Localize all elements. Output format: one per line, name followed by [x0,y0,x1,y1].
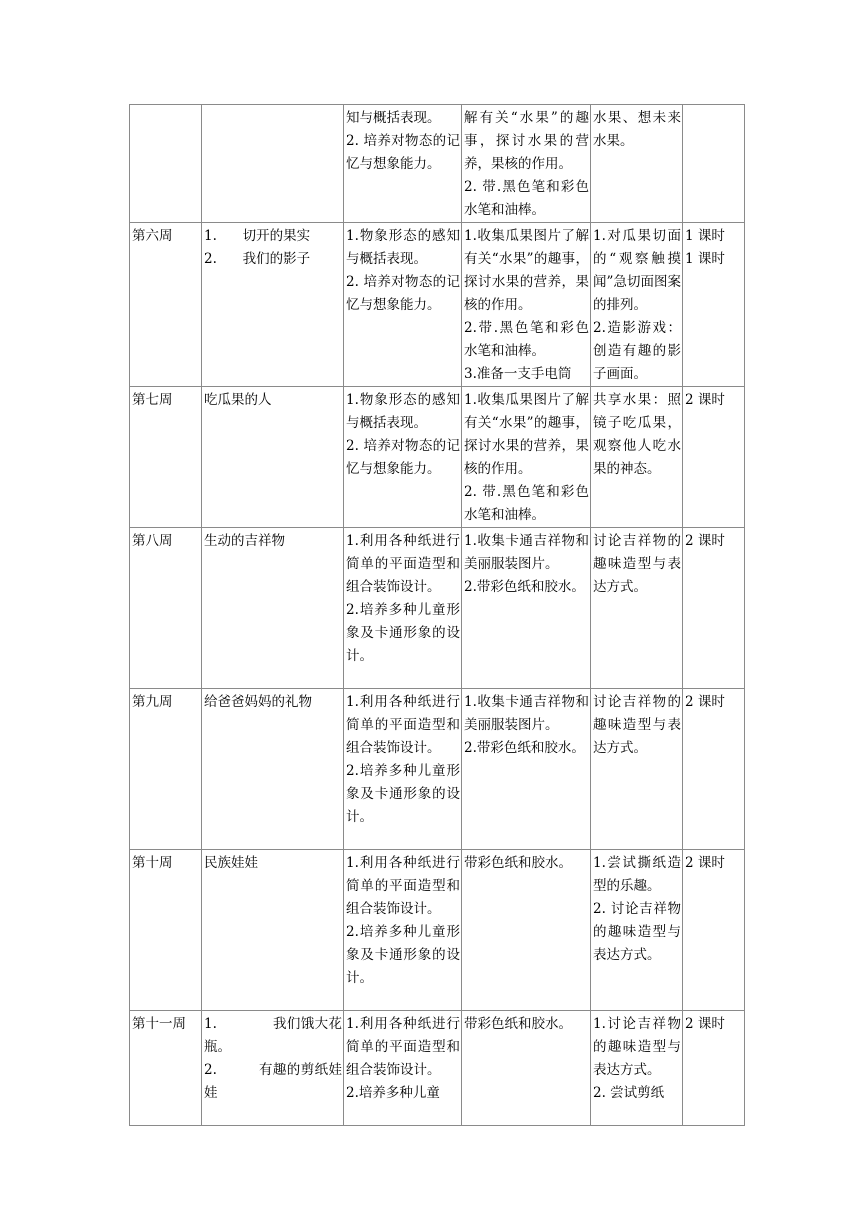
hours-cell: 1 课时 1 课时 [683,223,745,387]
topic-cell: 1. 我们饿大花瓶。 2. 有趣的剪纸娃娃 [202,1011,344,1126]
week-cell: 第六周 [130,223,202,387]
week-cell [130,105,202,223]
activity-cell: 共享水果：照镜子吃瓜果，观察他人吃水果的神态。 [591,387,683,528]
preparation-cell: 带彩色纸和胶水。 [462,850,591,1011]
table-row [130,528,745,689]
topic-cell [202,105,344,223]
table-row [130,223,745,387]
week-cell: 第九周 [130,689,202,850]
table-row [130,1011,745,1126]
activity-cell: 讨论吉祥物的趣味造型与表达方式。 [591,528,683,689]
goals-cell: 1.利用各种纸进行简单的平面造型和组合装饰设计。 2.培养多种儿童形象及卡通形象的设计。 [344,850,462,1011]
preparation-cell: 1.收集卡通吉祥物和美丽服装图片。 2.带彩色纸和胶水。 [462,689,591,850]
hours-cell [683,105,745,223]
activity-cell: 1.讨论吉祥物的趣味造型与表达方式。 2. 尝试剪纸 [591,1011,683,1126]
topic-cell: 给爸爸妈妈的礼物 [202,689,344,850]
goals-cell: 1.利用各种纸进行简单的平面造型和组合装饰设计。 2.培养多种儿童形象及卡通形象的设计。 [344,528,462,689]
preparation-cell: 1.收集卡通吉祥物和美丽服装图片。 2.带彩色纸和胶水。 [462,528,591,689]
hours-cell: 2 课时 [683,1011,745,1126]
hours-cell: 2 课时 [683,528,745,689]
hours-cell: 2 课时 [683,850,745,1011]
table-row [130,387,745,528]
topic-cell: 1. 切开的果实 2. 我们的影子 [202,223,344,387]
week-cell: 第十一周 [130,1011,202,1126]
goals-cell: 1.利用各种纸进行简单的平面造型和组合装饰设计。 2.培养多种儿童 [344,1011,462,1126]
preparation-cell: 带彩色纸和胶水。 [462,1011,591,1126]
preparation-cell: 1.收集瓜果图片了解有关“水果”的趣事，探讨水果的营养，果核的作用。 2. 带.黑色笔和彩色水笔和油棒。 [462,387,591,528]
table-row [130,850,745,1011]
teaching-plan-table [129,104,745,1126]
hours-cell: 2 课时 [683,689,745,850]
activity-cell: 讨论吉祥物的趣味造型与表达方式。 [591,689,683,850]
activity-cell: 1.尝试撕纸造型的乐趣。 2. 讨论吉祥物的趣味造型与表达方式。 [591,850,683,1011]
activity-cell: 1.对瓜果切面的“观察触摸闻”急切面图案的排列。 2.造影游戏：创造有趣的影子画面。 [591,223,683,387]
goals-cell: 知与概括表现。 2. 培养对物态的记忆与想象能力。 [344,105,462,223]
table-row [130,689,745,850]
week-cell: 第七周 [130,387,202,528]
goals-cell: 1.物象形态的感知与概括表现。 2. 培养对物态的记忆与想象能力。 [344,387,462,528]
preparation-cell: 1.收集瓜果图片了解有关“水果”的趣事，探讨水果的营养，果核的作用。 2.带.黑色笔和彩色水笔和油棒。 3.准备一支手电筒 [462,223,591,387]
week-cell: 第八周 [130,528,202,689]
topic-cell: 民族娃娃 [202,850,344,1011]
topic-cell: 吃瓜果的人 [202,387,344,528]
goals-cell: 1.利用各种纸进行简单的平面造型和组合装饰设计。 2.培养多种儿童形象及卡通形象的设计。 [344,689,462,850]
topic-cell: 生动的吉祥物 [202,528,344,689]
goals-cell: 1.物象形态的感知与概括表现。 2. 培养对物态的记忆与想象能力。 [344,223,462,387]
hours-cell: 2 课时 [683,387,745,528]
activity-cell: 水果、想未来水果。 [591,105,683,223]
preparation-cell: 解有关“水果”的趣事，探讨水果的营养，果核的作用。 2. 带.黑色笔和彩色水笔和油棒。 [462,105,591,223]
table-row [130,105,745,223]
week-cell: 第十周 [130,850,202,1011]
